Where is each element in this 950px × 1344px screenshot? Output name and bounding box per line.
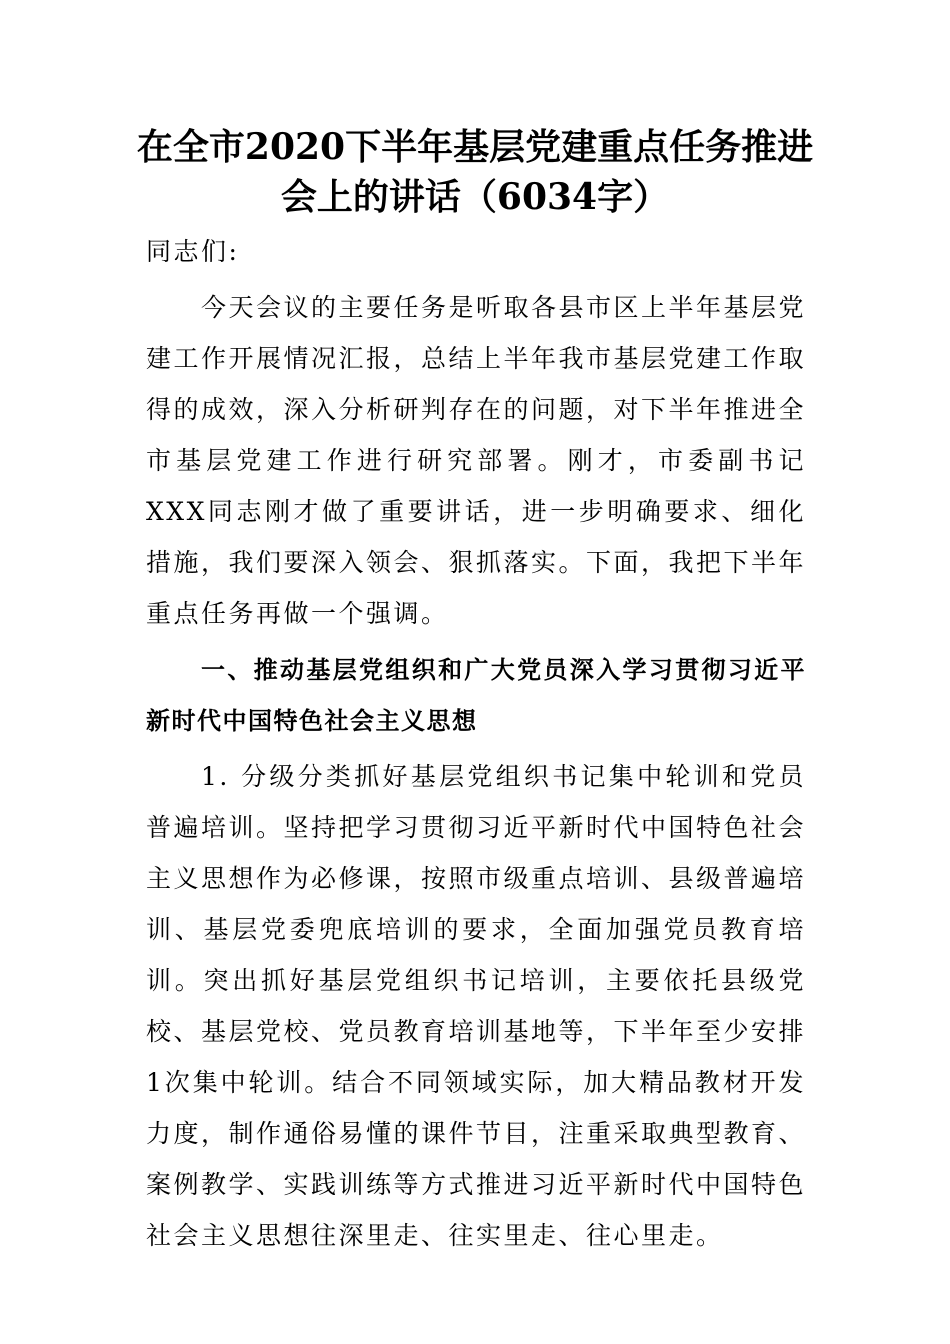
intro-paragraph: 今天会议的主要任务是听取各县市区上半年基层党建工作开展情况汇报，总结上半年我市基层党建工作取得的成效，深入分析研判存在的问题，对下半年推进全市基层党建工作进行研究部署。刚才，市委副书记XXX同志刚才做了重要讲话，进一步明确要求、细化措施，我们要深入领会、狠抓落实。下面，我把下半年重点任务再做一个强调。: [146, 293, 807, 628]
document-title: [120, 122, 830, 222]
title-line-1: 在全市2020下半年基层党建重点任务推进: [136, 126, 814, 168]
item-paragraph: 1. 分级分类抓好基层党组织书记集中轮训和党员普遍培训。坚持把学习贯彻习近平新时代中国特色社会主义思想作为必修课，按照市级重点培训、县级普遍培训、基层党委兜底培训的要求，全面加强党员教育培训。突出抓好基层党组织书记培训，主要依托县级党校、基层党校、党员教育培训基地等，下半年至少安排1次集中轮训。结合不同领域实际，加大精品教材开发力度，制作通俗易懂的课件节目，注重采取典型教育、案例教学、实践训练等方式推进习近平新时代中国特色社会主义思想往深里走、往实里走、往心里走。: [146, 762, 807, 1250]
title-line-2: 会上的讲话（6034字）: [280, 176, 670, 218]
greeting: 同志们:: [146, 237, 240, 266]
section-heading: 一、推动基层党组织和广大党员深入学习贯彻习近平新时代中国特色社会主义思想: [146, 656, 806, 735]
document-body: [146, 226, 806, 1261]
